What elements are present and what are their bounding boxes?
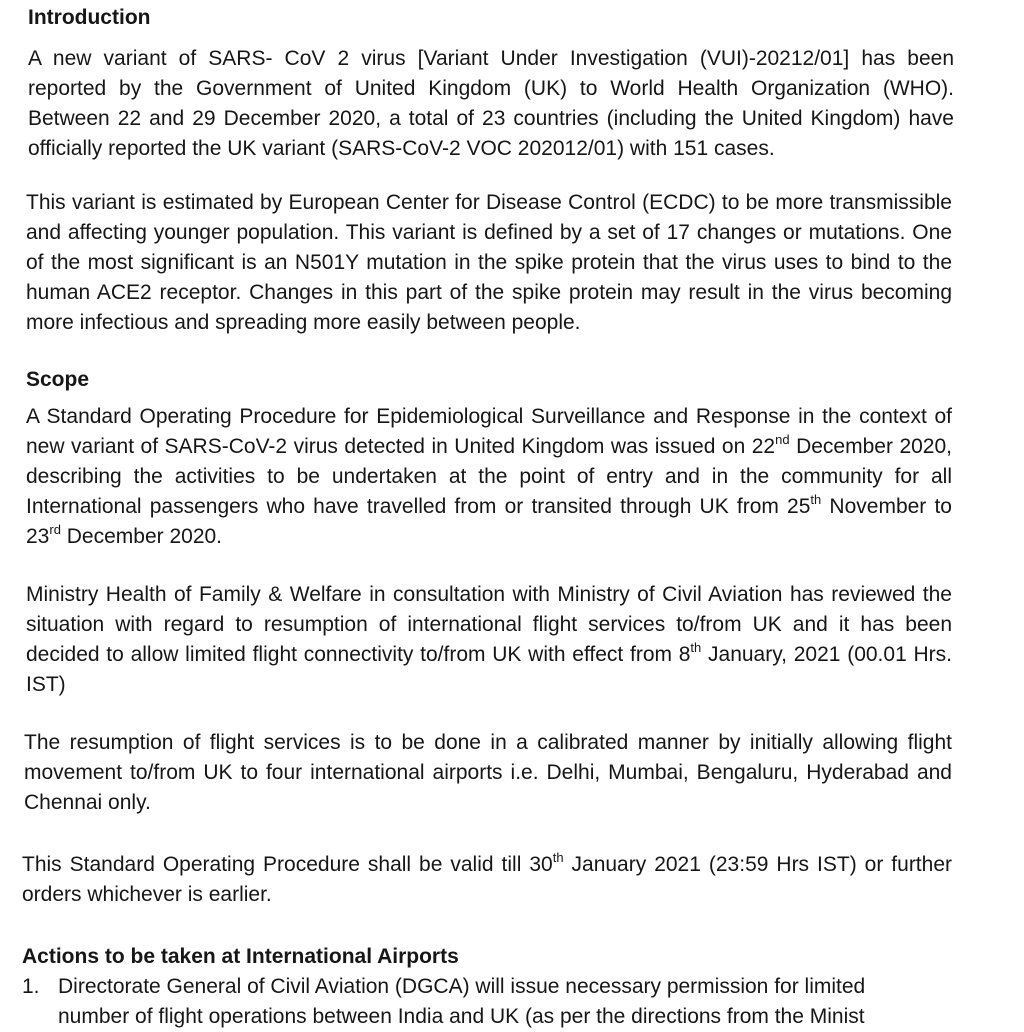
actions-heading: Actions to be taken at International Airports xyxy=(22,945,459,968)
scope-p2-superscript: th xyxy=(690,640,702,655)
scope-p4-text-b: January 2021 (23:59 Hrs IST) or further orders whichever is earlier. xyxy=(22,853,952,906)
list-item-line-2: number of flight operations between India and UK (as per the directions from the Minist xyxy=(58,1005,865,1028)
introduction-paragraph-2: This variant is estimated by European Center for Disease Control (ECDC) to be more transmissible and affecting younger population. This variant is defined by a set of 17 changes or mutations. One of the most significant is an N501Y mutation in the spike protein that the virus uses to bind to the human ACE2 receptor. Changes in this part of the spike protein may result in the virus becoming more infectious and spreading more easily between people. xyxy=(26,191,952,334)
scope-p4-text-a: This Standard Operating Procedure shall be valid till 30 xyxy=(22,853,553,876)
scope-p1-text-b: December 2020, describing the activities to be undertaken at the point of entry and in the community for all International passengers who have travelled from or transited through UK from 25 xyxy=(26,435,952,518)
actions-list-item xyxy=(22,972,982,1032)
list-item-number: 1. xyxy=(22,975,40,998)
scope-p2-text-a: Ministry Health of Family & Welfare in consultation with Ministry of Civil Aviation has reviewed the situation with regard to resumption of international flight services to/from UK and it has been decided to allow limited flight connectivity to/from UK with effect from 8 xyxy=(26,583,952,666)
introduction-paragraph-1: A new variant of SARS- CoV 2 virus [Variant Under Investigation (VUI)-20212/01] has been reported by the Government of United Kingdom (UK) to World Health Organization (WHO). Between 22 and 29 December 2020, a total of 23 countries (including the United Kingdom) have officially reported the UK variant (SARS-CoV-2 VOC 202012/01) with 151 cases. xyxy=(28,47,954,160)
scope-p1-superscript-2: th xyxy=(810,492,822,507)
scope-p1-text-c: November to 23 xyxy=(26,495,952,548)
scope-p1-superscript-3: rd xyxy=(49,522,61,537)
scope-p4-superscript: th xyxy=(552,850,564,865)
introduction-heading: Introduction xyxy=(28,6,151,29)
scope-paragraph-3: The resumption of flight services is to be done in a calibrated manner by initially allowing flight movement to/from UK to four international airports i.e. Delhi, Mumbai, Bengaluru, Hyderabad and Chennai only. xyxy=(24,731,952,814)
scope-paragraph-4 xyxy=(22,850,952,910)
scope-p1-text-d: December 2020. xyxy=(60,525,223,548)
scope-paragraph-1 xyxy=(26,402,952,552)
scope-p1-superscript-1: nd xyxy=(775,432,790,447)
scope-heading: Scope xyxy=(26,368,90,391)
scope-p1-text-a: A Standard Operating Procedure for Epidemiological Surveillance and Response in the context of new variant of SARS-CoV-2 virus detected in United Kingdom was issued on 22 xyxy=(26,405,952,458)
list-item-line-1: Directorate General of Civil Aviation (DGCA) will issue necessary permission for limited xyxy=(58,975,866,998)
scope-p2-text-b: January, 2021 (00.01 Hrs. IST) xyxy=(26,643,952,696)
scope-paragraph-2 xyxy=(26,580,952,700)
